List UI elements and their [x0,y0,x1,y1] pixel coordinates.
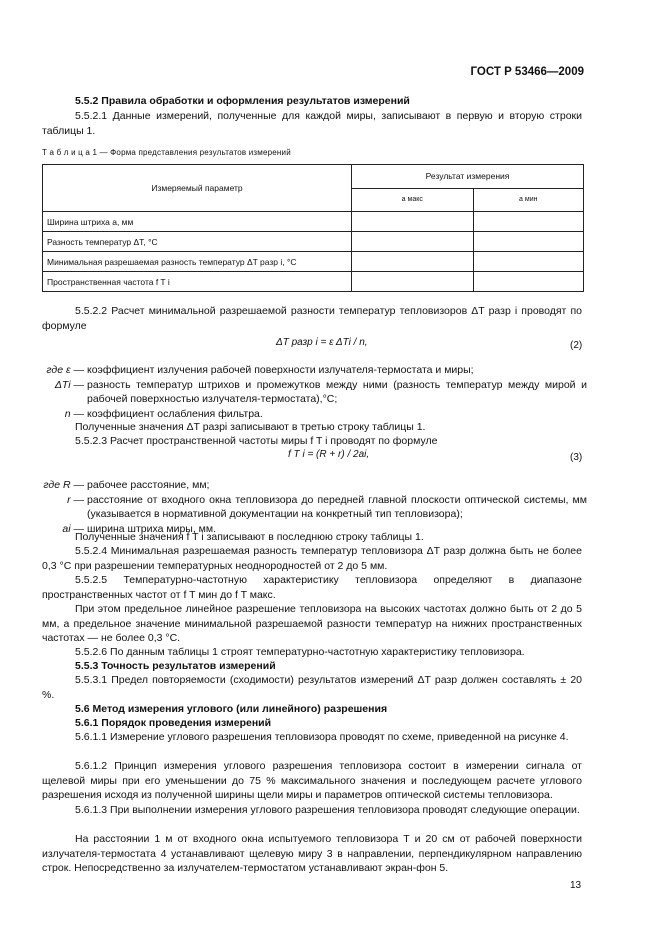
section-5-6-1-3: 5.6.1.3 При выполнении измерения углового разрешения тепловизора проводят следующие операции. [75,804,580,816]
definition-text: рабочее расстояние, мм; [87,479,210,491]
table-row [43,272,584,292]
table-header-param: Измеряемый параметр [43,165,352,212]
definition-term: где ε — [46,364,84,376]
table-row [43,252,584,272]
definition-term: ai — [62,522,84,535]
equation-number-2: (2) [570,340,583,351]
section-5-5-2-5: 5.5.2.5 Температурно-частотную характеристику тепловизора определяют в диапазоне пространственных частот от f T мин до f T макс. [42,574,582,601]
table-row [43,232,584,252]
section-5-5-2-6: 5.5.2.6 По данным таблицы 1 строят температурно-частотную характеристику тепловизора. [75,646,525,658]
page-number: 13 [570,880,582,891]
section-5-5-3-title: 5.5.3 Точность результатов измерений [75,660,276,672]
section-5-5-2-4: 5.5.2.4 Минимальная разрешаемая разность температур тепловизора ΔT разр должна быть не более 0,3 °C при разрешении температурных неоднородностей от 2 до 5 мм. [42,545,582,572]
definitions-2 [42,363,587,421]
definition-term: где R — [43,479,84,491]
final-paragraph: На расстоянии 1 м от входного окна испытуемого тепловизора Т и 20 см от рабочей поверхности излучателя-термостата 4 устанавливают щелевую миру 3 в направлении, перпендикулярном направлению строк. Непосредственно за излучателем-термостатом устанавливают экран-фон 5. [42,833,582,874]
definition-item [42,363,587,378]
definition-item [42,493,587,522]
definition-term: ΔTi — [54,378,84,391]
section-5-5-2-3: 5.5.2.3 Расчет пространственной частоты миры f T i проводят по формуле [75,435,438,447]
table-cell-param: Ширина штриха a, мм [43,212,352,232]
definition-item [42,478,587,493]
equation-number-3: (3) [570,452,583,463]
section-5-5-2-title: 5.5.2 Правила обработки и оформления результатов измерений [75,95,410,107]
formula-2: ΔT разр i = ε ΔTi / n, [276,337,368,348]
table-cell-param: Разность температур ΔT, °C [43,232,352,252]
section-5-5-2-5-continued: При этом предельное линейное разрешение тепловизора на высоких частотах должно быть от 2 до 5 мм, а предельное значение минимальной разрешаемой разности температур на нижних пространственных частотах — не более 0,3 °C. [42,603,582,644]
table-caption: Т а б л и ц а 1 — Форма представления результатов измерений [42,148,291,157]
definition-item [42,378,587,407]
definition-term: n — [64,407,84,420]
document-header: ГОСТ Р 53466—2009 [470,66,584,78]
definition-text: коэффициент излучения рабочей поверхности излучателя-термостата и миры; [87,364,474,376]
table-row [43,212,584,232]
table-header-amin: a мин [473,188,583,212]
after-formula-2: Полученные значения ΔT разрi записывают в третью строку таблицы 1. [75,421,426,433]
table-cell-param: Пространственная частота f T i [43,272,352,292]
section-5-5-2-1: 5.5.2.1 Данные измерений, полученные для каждой миры, записывают в первую и вторую строки таблицы 1. [42,110,582,137]
section-5-6-title: 5.6 Метод измерения углового (или линейного) разрешения [75,703,388,715]
definitions-3 [42,478,587,536]
definition-item [42,407,587,422]
definition-text: расстояние от входного окна тепловизора до передней главной плоскости оптической системы, мм (указывается в нормативной документации на конкретный тип тепловизора); [87,493,587,520]
section-5-5-2-2: 5.5.2.2 Расчет минимальной разрешаемой разности температур тепловизоров ΔT разр i проводят по формуле [42,305,582,332]
formula-3: f T i = (R + r) / 2ai, [288,449,370,460]
table-header-result: Результат измерения [352,165,584,189]
results-table [42,164,584,292]
definition-text: коэффициент ослабления фильтра. [87,407,263,420]
definition-text: ширина штриха миры, мм. [87,522,217,535]
table-header-amax: a макс [352,188,474,212]
table-cell-param: Минимальная разрешаемая разность температур ΔT разр i, °C [43,252,352,272]
section-5-5-3-1: 5.5.3.1 Предел повторяемости (сходимости) результатов измерений ΔT разр должен составлять ± 20 %. [42,674,582,701]
section-5-6-1-1: 5.6.1.1 Измерение углового разрешения тепловизора проводят по схеме, приведенной на рисунке 4. [75,731,569,743]
after-formula-3: Полученные значения f T i записывают в последнюю строку таблицы 1. [75,531,424,543]
definition-term: r — [67,493,84,506]
definition-text: разность температур штрихов и промежутков между ними (разность температур между мирой и рабочей поверхностью излучателя-термостата),°C; [87,378,587,405]
section-5-6-1-title: 5.6.1 Порядок проведения измерений [75,717,272,729]
section-5-6-1-2: 5.6.1.2 Принцип измерения углового разрешения тепловизора состоит в измерении сигнала от щелевой миры при его уменьшении до 75 % максимального значения и последующем расчете углового разрешения исходя из полученной ширины щели миры и параметров оптической системы тепловизора. [42,760,582,801]
